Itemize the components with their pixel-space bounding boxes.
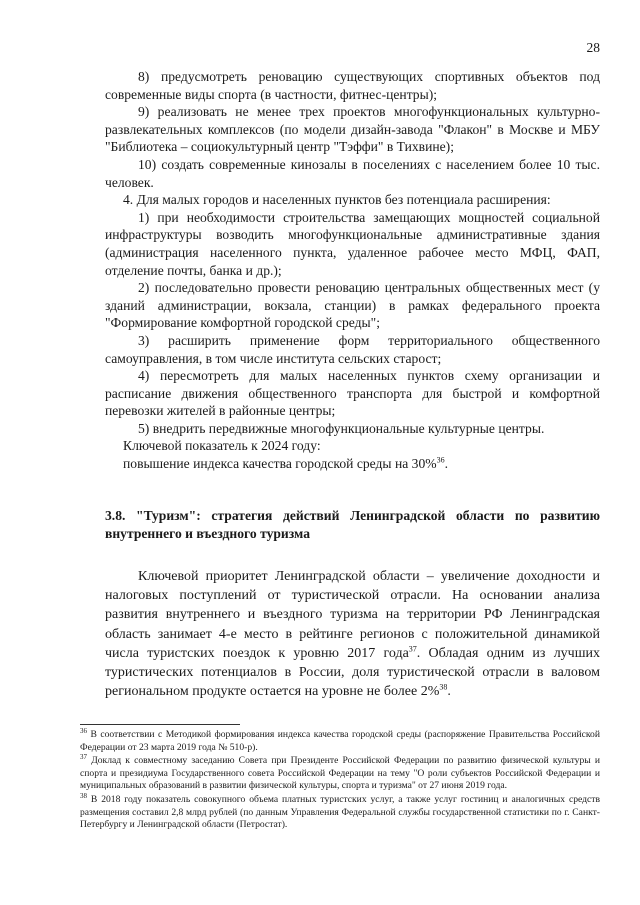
footnote-ref-37: 37 xyxy=(408,644,417,654)
section-4-item-5: 5) внедрить передвижные многофункциональные культурные центры. xyxy=(138,420,545,436)
list-item-9: 9) реализовать не менее трех проектов многофункциональных культурно-развлекательных комплексов (по модели дизайн-завода "Флакон" в Москве и МБУ "Библиотека – социокультурный центр "Тэффи" в Тихвине); xyxy=(105,104,600,155)
intro-paragraph: Ключевой приоритет Ленинградской области – увеличение доходности и налоговых поступлений от туристической отрасли. На основании анализа развития внутреннего и въездного туризма на территории РФ Ленинградская область занимает 4-е место в рейтинге регионов с положительной динамикой числа туристских поездок к уровню 2017 года$^{37}$. Обладая одним из лучших туристических потенциалов в России, доля туристической отрасли в валовом региональном продукте остается на уровне не более 2%$^{38}$. xyxy=(105,568,600,700)
section-heading: 3.8. "Туризм": стратегия действий Ленинградской области по развитию внутреннего и въездного туризма xyxy=(105,507,600,541)
footnote-38: $^{38}$ В 2018 году показатель совокупного объема платных туристских услуг, а также услуг гостиниц и аналогичных средств размещения составил 2,8 млрд рублей (по данным Управления Федеральной службы государственной статистики по г. Санкт-Петербургу и Ленинградской области (Петростат). xyxy=(80,791,601,831)
section-4-item-1: 1) при необходимости строительства замещающих мощностей социальной инфраструктуры возводить многофункциональные административные здания (администрация населенного пункта, удаленное рабочее место МФЦ, ФАП, отделение почты, банка и др.); xyxy=(105,209,600,278)
footnote-divider xyxy=(80,724,240,725)
footnote-ref-38: 38 xyxy=(439,682,448,692)
list-item-8: 8) предусмотреть реновацию существующих спортивных объектов под современные виды спорта (в частности, фитнес-центры); xyxy=(105,69,600,102)
section-4-item-4: 4) пересмотреть для малых населенных пунктов схему организации и расписание движения общественного транспорта для быстрой и комфортной перевозки жителей в районные центры; xyxy=(105,368,600,419)
section-4-heading: 4. Для малых городов и населенных пунктов без потенциала расширения: xyxy=(123,192,551,208)
footnotes xyxy=(80,726,601,833)
page-content xyxy=(105,68,600,702)
key-indicator-label: Ключевой показатель к 2024 году: xyxy=(123,438,321,454)
footnote-37: $^{37}$ Доклад к совместному заседанию Совета при Президенте Российской Федерации по развитию физической культуры и спорта и президиума Государственного совета Российской Федерации на тему "О роли субъектов Российской Федерации и муниципальных образований в развитии физической культуры, спорта и туризма" от 27 июня 2019 года. xyxy=(80,753,600,792)
section-4-item-2: 2) последовательно провести реновацию центральных общественных мест (у зданий администрации, вокзала, станции) в рамках федерального проекта "Формирование комфортной городской среды"; xyxy=(105,280,600,331)
key-indicator-value: повышение индекса качества городской среды на 30%$^{36}$. xyxy=(123,455,448,472)
page-number: 28 xyxy=(586,40,600,55)
section-4-item-3: 3) расширить применение форм территориального общественного самоуправления, в том числе института сельских старост; xyxy=(105,332,600,366)
footnote-36: $^{36}$ В соответствии с Методикой формирования индекса качества городской среды (распоряжение Правительства Российской Федерации от 23 марта 2019 года № 510-р). xyxy=(80,726,600,753)
footnote-ref-36: 36 xyxy=(436,455,445,465)
list-item-10: 10) создать современные кинозалы в поселениях с населением более 10 тыс. человек. xyxy=(105,156,600,190)
